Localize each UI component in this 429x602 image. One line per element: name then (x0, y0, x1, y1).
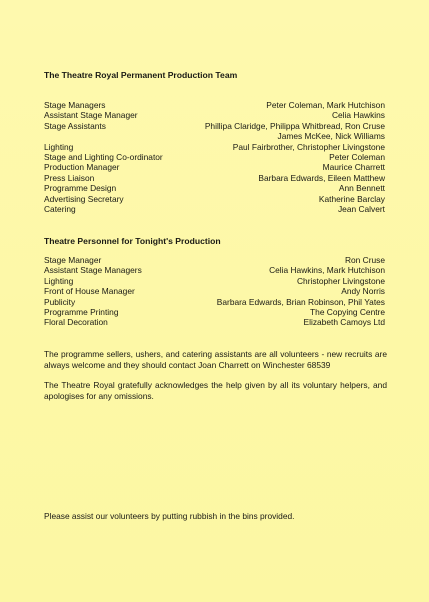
credit-role: Lighting (44, 141, 74, 152)
credit-row (44, 173, 385, 183)
credit-role: Assistant Stage Managers (44, 265, 142, 276)
credit-row (44, 204, 385, 214)
credit-role: Front of House Manager (44, 286, 135, 297)
credit-row (44, 194, 385, 204)
permanent-team-list (44, 100, 385, 214)
credit-row (44, 183, 385, 193)
permanent-team-title: The Theatre Royal Permanent Production Team (44, 70, 238, 80)
credit-row (44, 152, 385, 162)
credit-names: Jean Calvert (337, 203, 385, 214)
credit-names: The Copying Centre (310, 306, 385, 317)
credit-row (44, 121, 385, 131)
tonight-personnel-title: Theatre Personnel for Tonight's Production (44, 236, 221, 246)
credit-role: Stage Managers (44, 100, 106, 110)
credit-names: Celia Hawkins, Mark Hutchison (269, 265, 385, 276)
credit-role: Stage Assistants (44, 120, 106, 131)
credit-row (44, 317, 385, 327)
volunteers-note: The programme sellers, ushers, and catering assistants are all volunteers - new recruits are always welcome and they should contact Joan Charrett on Winchester 68539 (44, 349, 387, 371)
credit-names: Ron Cruse (344, 255, 385, 265)
credit-row (44, 100, 385, 110)
credit-role: Advertising Secretary (44, 193, 124, 204)
credit-role: Assistant Stage Manager (44, 110, 138, 121)
footer-note: Please assist our volunteers by putting rubbish in the bins provided. (44, 511, 295, 521)
credit-names: Barbara Edwards, Brian Robinson, Phil Yates (216, 296, 385, 307)
credit-role: Floral Decoration (44, 317, 108, 328)
credit-row (44, 255, 385, 265)
credit-row (44, 142, 385, 152)
credit-role: Stage Manager (44, 255, 102, 265)
credit-names: Peter Coleman, Mark Hutchison (266, 100, 385, 110)
credit-row (44, 162, 385, 172)
credit-names: Katherine Barclay (318, 193, 385, 204)
credit-names: Maurice Charrett (322, 162, 385, 173)
credit-role: Press Liaison (44, 172, 95, 183)
credit-role: Catering (44, 203, 76, 214)
acknowledgement-note: The Theatre Royal gratefully acknowledges the help given by all its voluntary helpers, and apologises for any omissions. (44, 380, 387, 402)
credit-names: Christopher Livingstone (297, 275, 385, 286)
credit-role: Publicity (44, 296, 76, 307)
credit-role: Stage and Lighting Co-ordinator (44, 151, 163, 162)
credit-names: Paul Fairbrother, Christopher Livingstone (232, 141, 385, 152)
credit-row (44, 286, 385, 296)
credit-row (44, 110, 385, 120)
credit-names: Peter Coleman (329, 151, 385, 162)
tonight-personnel-list (44, 255, 385, 328)
credit-row (44, 297, 385, 307)
credit-row (44, 276, 385, 286)
credit-role: Programme Printing (44, 306, 119, 317)
credit-names: Barbara Edwards, Eileen Matthew (258, 172, 385, 183)
credit-role: Lighting (44, 275, 74, 286)
credit-names: Andy Norris (341, 286, 385, 297)
credit-row-continued (44, 131, 385, 141)
credit-names: Celia Hawkins (331, 110, 385, 121)
credit-role: Programme Design (44, 183, 117, 194)
credit-names: James McKee, Nick Williams (277, 131, 385, 142)
credit-names: Ann Bennett (338, 183, 385, 194)
credit-names: Elizabeth Camoys Ltd (303, 317, 385, 328)
credit-row (44, 307, 385, 317)
credit-names: Phillipa Claridge, Philippa Whitbread, Ron Cruse (204, 120, 385, 131)
credit-row (44, 265, 385, 275)
credit-role: Production Manager (44, 162, 120, 173)
